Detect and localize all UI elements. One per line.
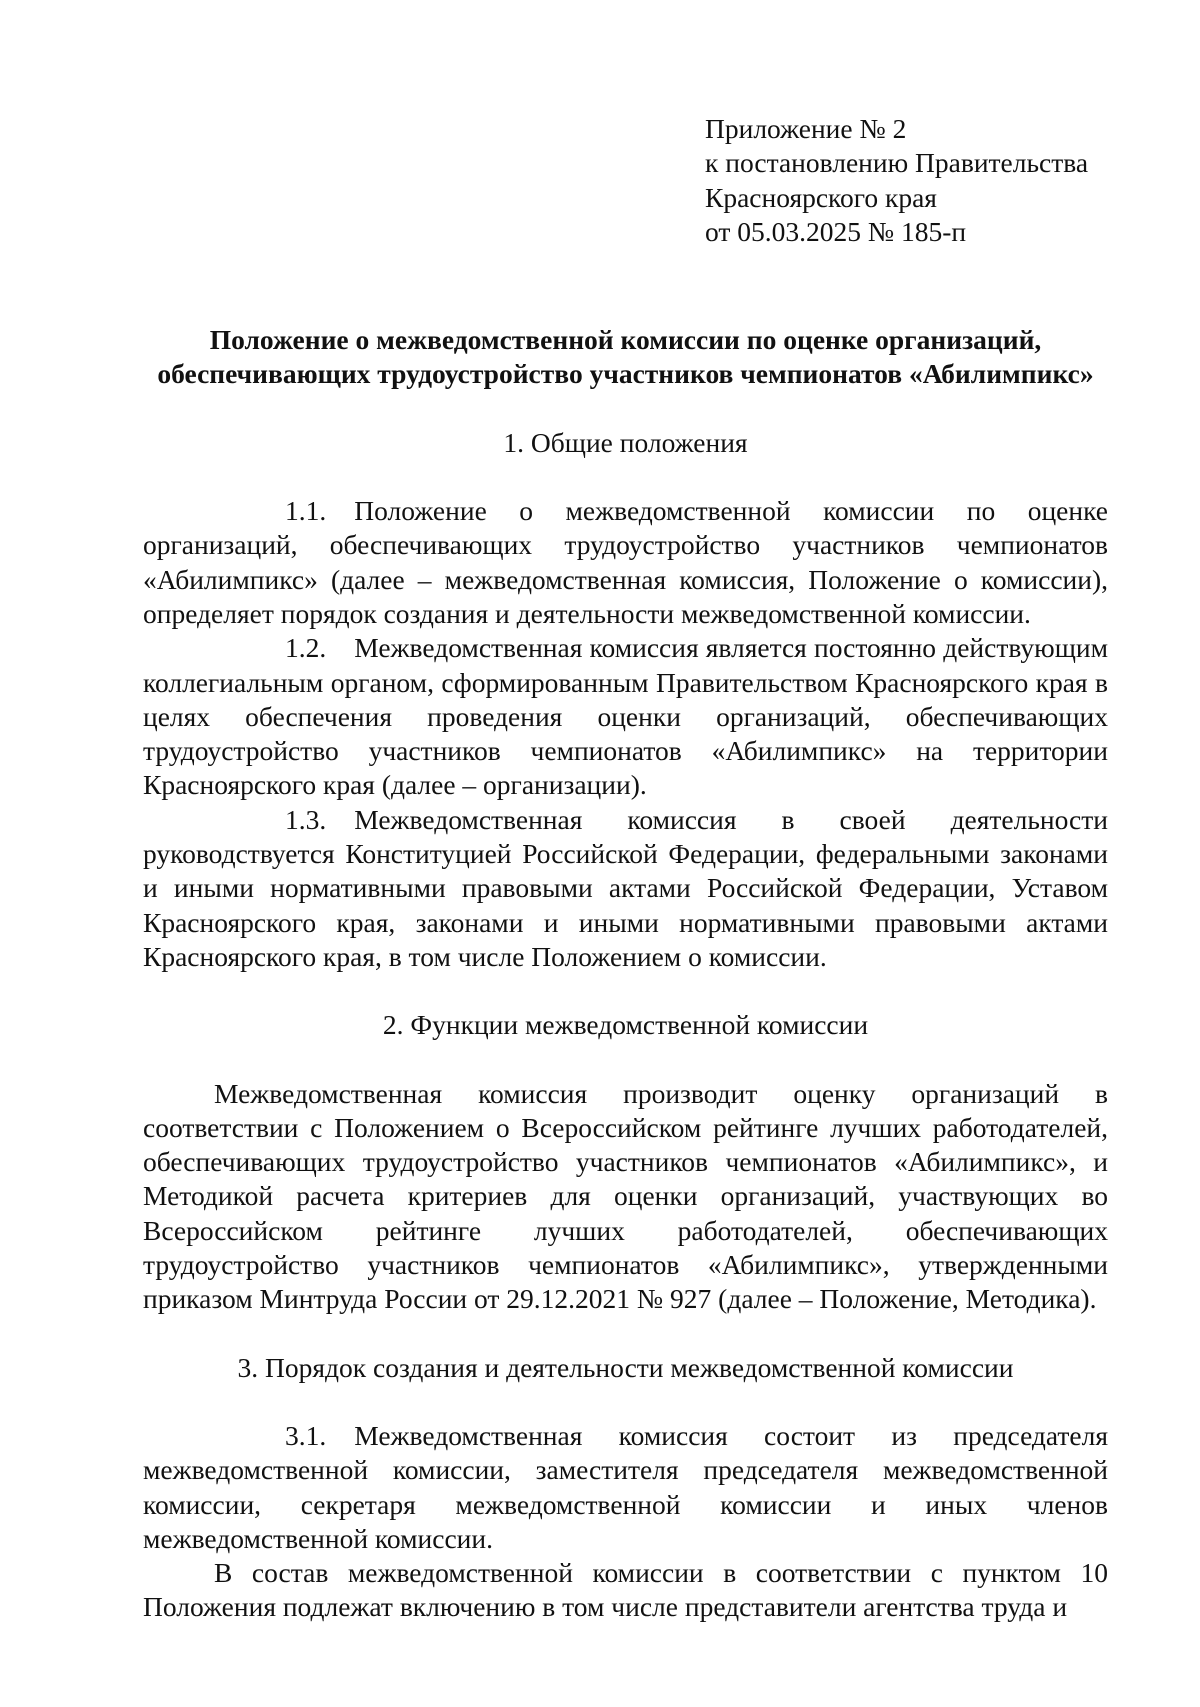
section-2-heading: 2. Функции межведомственной комиссии [382,1009,869,1041]
paragraph-1-1 [143,494,1108,631]
paragraph-3-1 [143,1419,1108,1556]
paragraph-text: Межведомственная комиссия в своей деятельности руководствуется Конституцией Российской Федерации, федеральными законами и иными нормативными правовыми актами Российской Федерации, Уставом Красноярского края, законами и иными нормативными правовыми актами Красноярского края, в том числе Положением о комиссии. [143,803,1108,972]
paragraph-text: Межведомственная комиссия является постоянно действующим коллегиальным органом, сформированным Правительством Красноярского края в целях обеспечения проведения оценки организаций, обеспечивающих трудоустройство участников чемпионатов «Абилимпикс» на территории Красноярского края (далее – организации). [143,632,1108,801]
title-line-2: обеспечивающих трудоустройство участников чемпионатов «Абилимпикс» [157,358,1094,390]
paragraph-number: 1.2. [285,632,327,664]
section-3-heading: 3. Порядок создания и деятельности межведомственной комиссии [237,1351,1014,1383]
document-title [143,323,1108,392]
appendix-date: от 05.03.2025 № 185-п [705,215,967,247]
title-line-1: Положение о межведомственной комиссии по оценке организаций, [209,324,1042,356]
paragraph-text: Межведомственная комиссия производит оценку организаций в соответствии с Положением о Всероссийском рейтинге лучших работодателей, обеспечивающих трудоустройство участников чемпионатов «Абилимпикс», и Методикой расчета критериев для оценки организаций, участвующих во Всероссийском рейтинге лучших работодателей, обеспечивающих трудоустройство участников чемпионатов «Абилимпикс», утвержденными приказом Минтруда России от 29.12.2021 № 927 (далее – Положение, Методика). [143,1077,1108,1315]
appendix-block [705,112,1125,249]
appendix-number: Приложение № 2 [705,113,907,144]
paragraph-number: 1.3. [285,803,327,835]
paragraph-text: Межведомственная комиссия состоит из председателя межведомственной комиссии, заместителя председателя межведомственной комиссии, секретаря межведомственной комиссии и иных членов межведомственной комиссии. [143,1419,1108,1554]
paragraph-2 [143,1077,1108,1317]
paragraph-text: Положение о межведомственной комиссии по оценке организаций, обеспечивающих трудоустройство участников чемпионатов «Абилимпикс» (далее – межведомственная комиссия, Положение о комиссии), определяет порядок создания и деятельности межведомственной комиссии. [143,495,1108,629]
appendix-region: Красноярского края [705,181,937,213]
section-1-heading: 1. Общие положения [503,426,748,458]
paragraph-number: 1.1. [285,495,327,527]
paragraph-number: 3.1. [285,1419,327,1451]
paragraph-text: В состав межведомственной комиссии в соответствии с пунктом 10 Положения подлежат включению в том числе представители агентства труда и [143,1557,1108,1623]
paragraph-1-2 [143,631,1108,802]
paragraph-1-3 [143,803,1108,974]
appendix-reference: к постановлению Правительства [705,147,1089,179]
paragraph-3-1-continued [143,1556,1108,1625]
